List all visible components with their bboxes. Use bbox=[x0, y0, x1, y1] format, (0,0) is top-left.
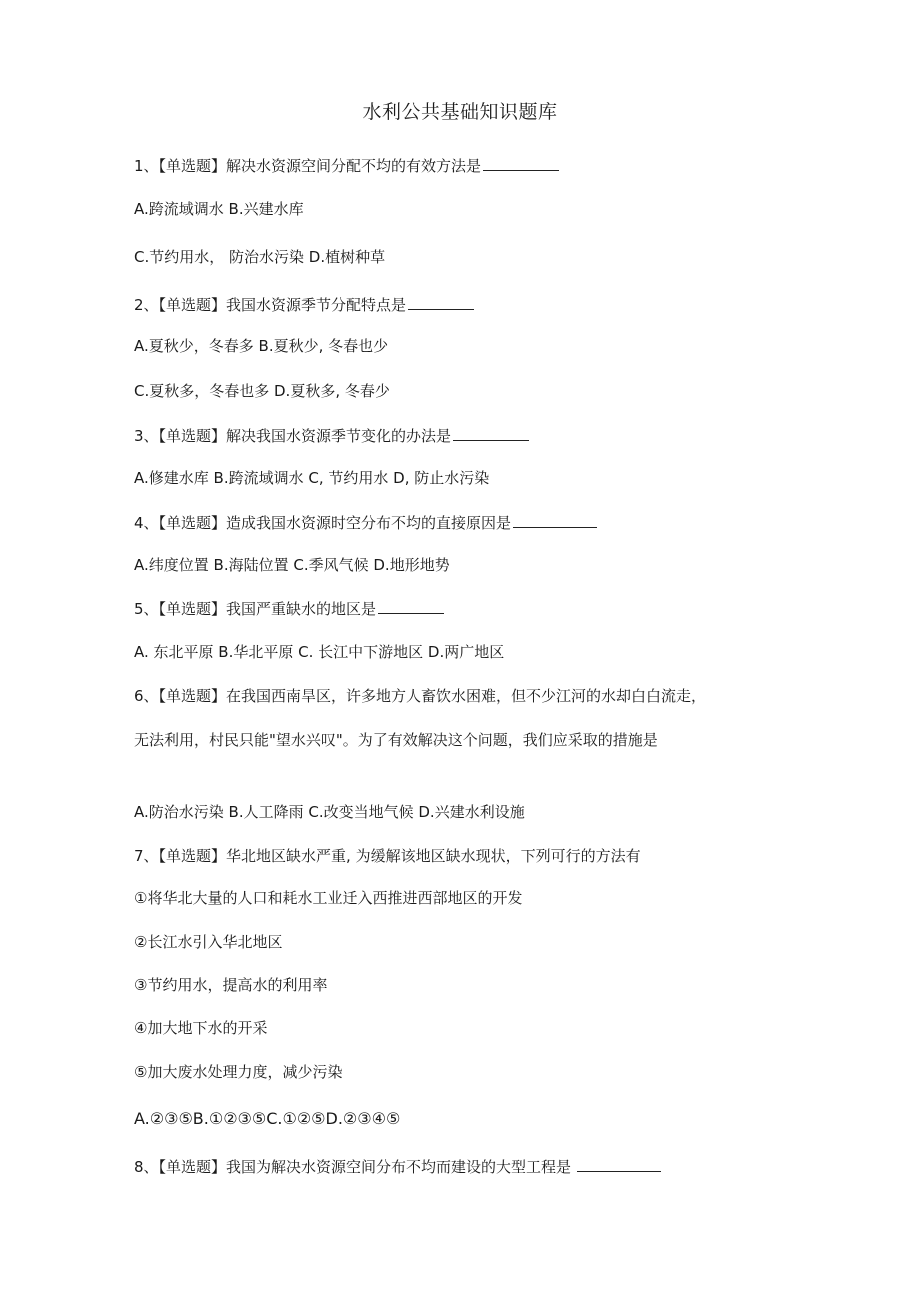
question-5-stem: 5、【单选题】我国严重缺水的地区是 bbox=[134, 597, 444, 620]
answer-blank bbox=[483, 154, 559, 171]
question-7-item: ①将华北大量的人口和耗水工业迁入西推进西部地区的开发 bbox=[134, 889, 523, 907]
question-3-option: A.修建水库 B.跨流域调水 C, 节约用水 D, 防止水污染 bbox=[134, 469, 490, 487]
question-6-stem-continued: 无法利用，村民只能"望水兴叹"。为了有效解决这个问题，我们应采取的措施是 bbox=[134, 731, 658, 749]
question-7-stem: 7、【单选题】华北地区缺水严重, 为缓解该地区缺水现状，下列可行的方法有 bbox=[134, 847, 641, 865]
question-2-option: C.夏秋多，冬春也多 D.夏秋多, 冬春少 bbox=[134, 382, 390, 400]
question-6-option: A.防治水污染 B.人工降雨 C.改变当地气候 D.兴建水利设施 bbox=[134, 803, 525, 821]
question-3-stem: 3、【单选题】解决我国水资源季节变化的办法是 bbox=[134, 424, 529, 447]
question-4-stem: 4、【单选题】造成我国水资源时空分布不均的直接原因是 bbox=[134, 511, 597, 534]
question-7-item: ⑤加大废水处理力度，减少污染 bbox=[134, 1063, 343, 1081]
question-7-item: ③节约用水，提高水的利用率 bbox=[134, 976, 328, 994]
question-4-option: A.纬度位置 B.海陆位置 C.季风气候 D.地形地势 bbox=[134, 556, 450, 574]
answer-blank bbox=[453, 424, 529, 441]
answer-blank bbox=[408, 293, 474, 310]
answer-blank bbox=[378, 597, 444, 614]
answer-blank bbox=[577, 1155, 661, 1172]
question-1-stem: 1、【单选题】解决水资源空间分配不均的有效方法是 bbox=[134, 154, 559, 177]
page-title: 水利公共基础知识题库 bbox=[362, 101, 558, 123]
question-1-option: A.跨流域调水 B.兴建水库 bbox=[134, 200, 304, 218]
question-6-stem: 6、【单选题】在我国西南旱区，许多地方人畜饮水困难，但不少江河的水却白白流走， bbox=[134, 687, 707, 705]
question-7-option: A.②③⑤B.①②③⑤C.①②⑤D.②③④⑤ bbox=[134, 1109, 401, 1128]
question-2-option: A.夏秋少，冬春多 B.夏秋少, 冬春也少 bbox=[134, 337, 389, 355]
question-5-option: A. 东北平原 B.华北平原 C. 长江中下游地区 D.两广地区 bbox=[134, 643, 505, 661]
question-8-stem: 8、【单选题】我国为解决水资源空间分布不均而建设的大型工程是 bbox=[134, 1155, 661, 1178]
question-7-item: ④加大地下水的开采 bbox=[134, 1019, 268, 1037]
question-1-option: C.节约用水， 防治水污染 D.植树种草 bbox=[134, 248, 386, 266]
answer-blank bbox=[513, 511, 597, 528]
question-7-item: ②长江水引入华北地区 bbox=[134, 933, 283, 951]
question-2-stem: 2、【单选题】我国水资源季节分配特点是 bbox=[134, 293, 474, 316]
